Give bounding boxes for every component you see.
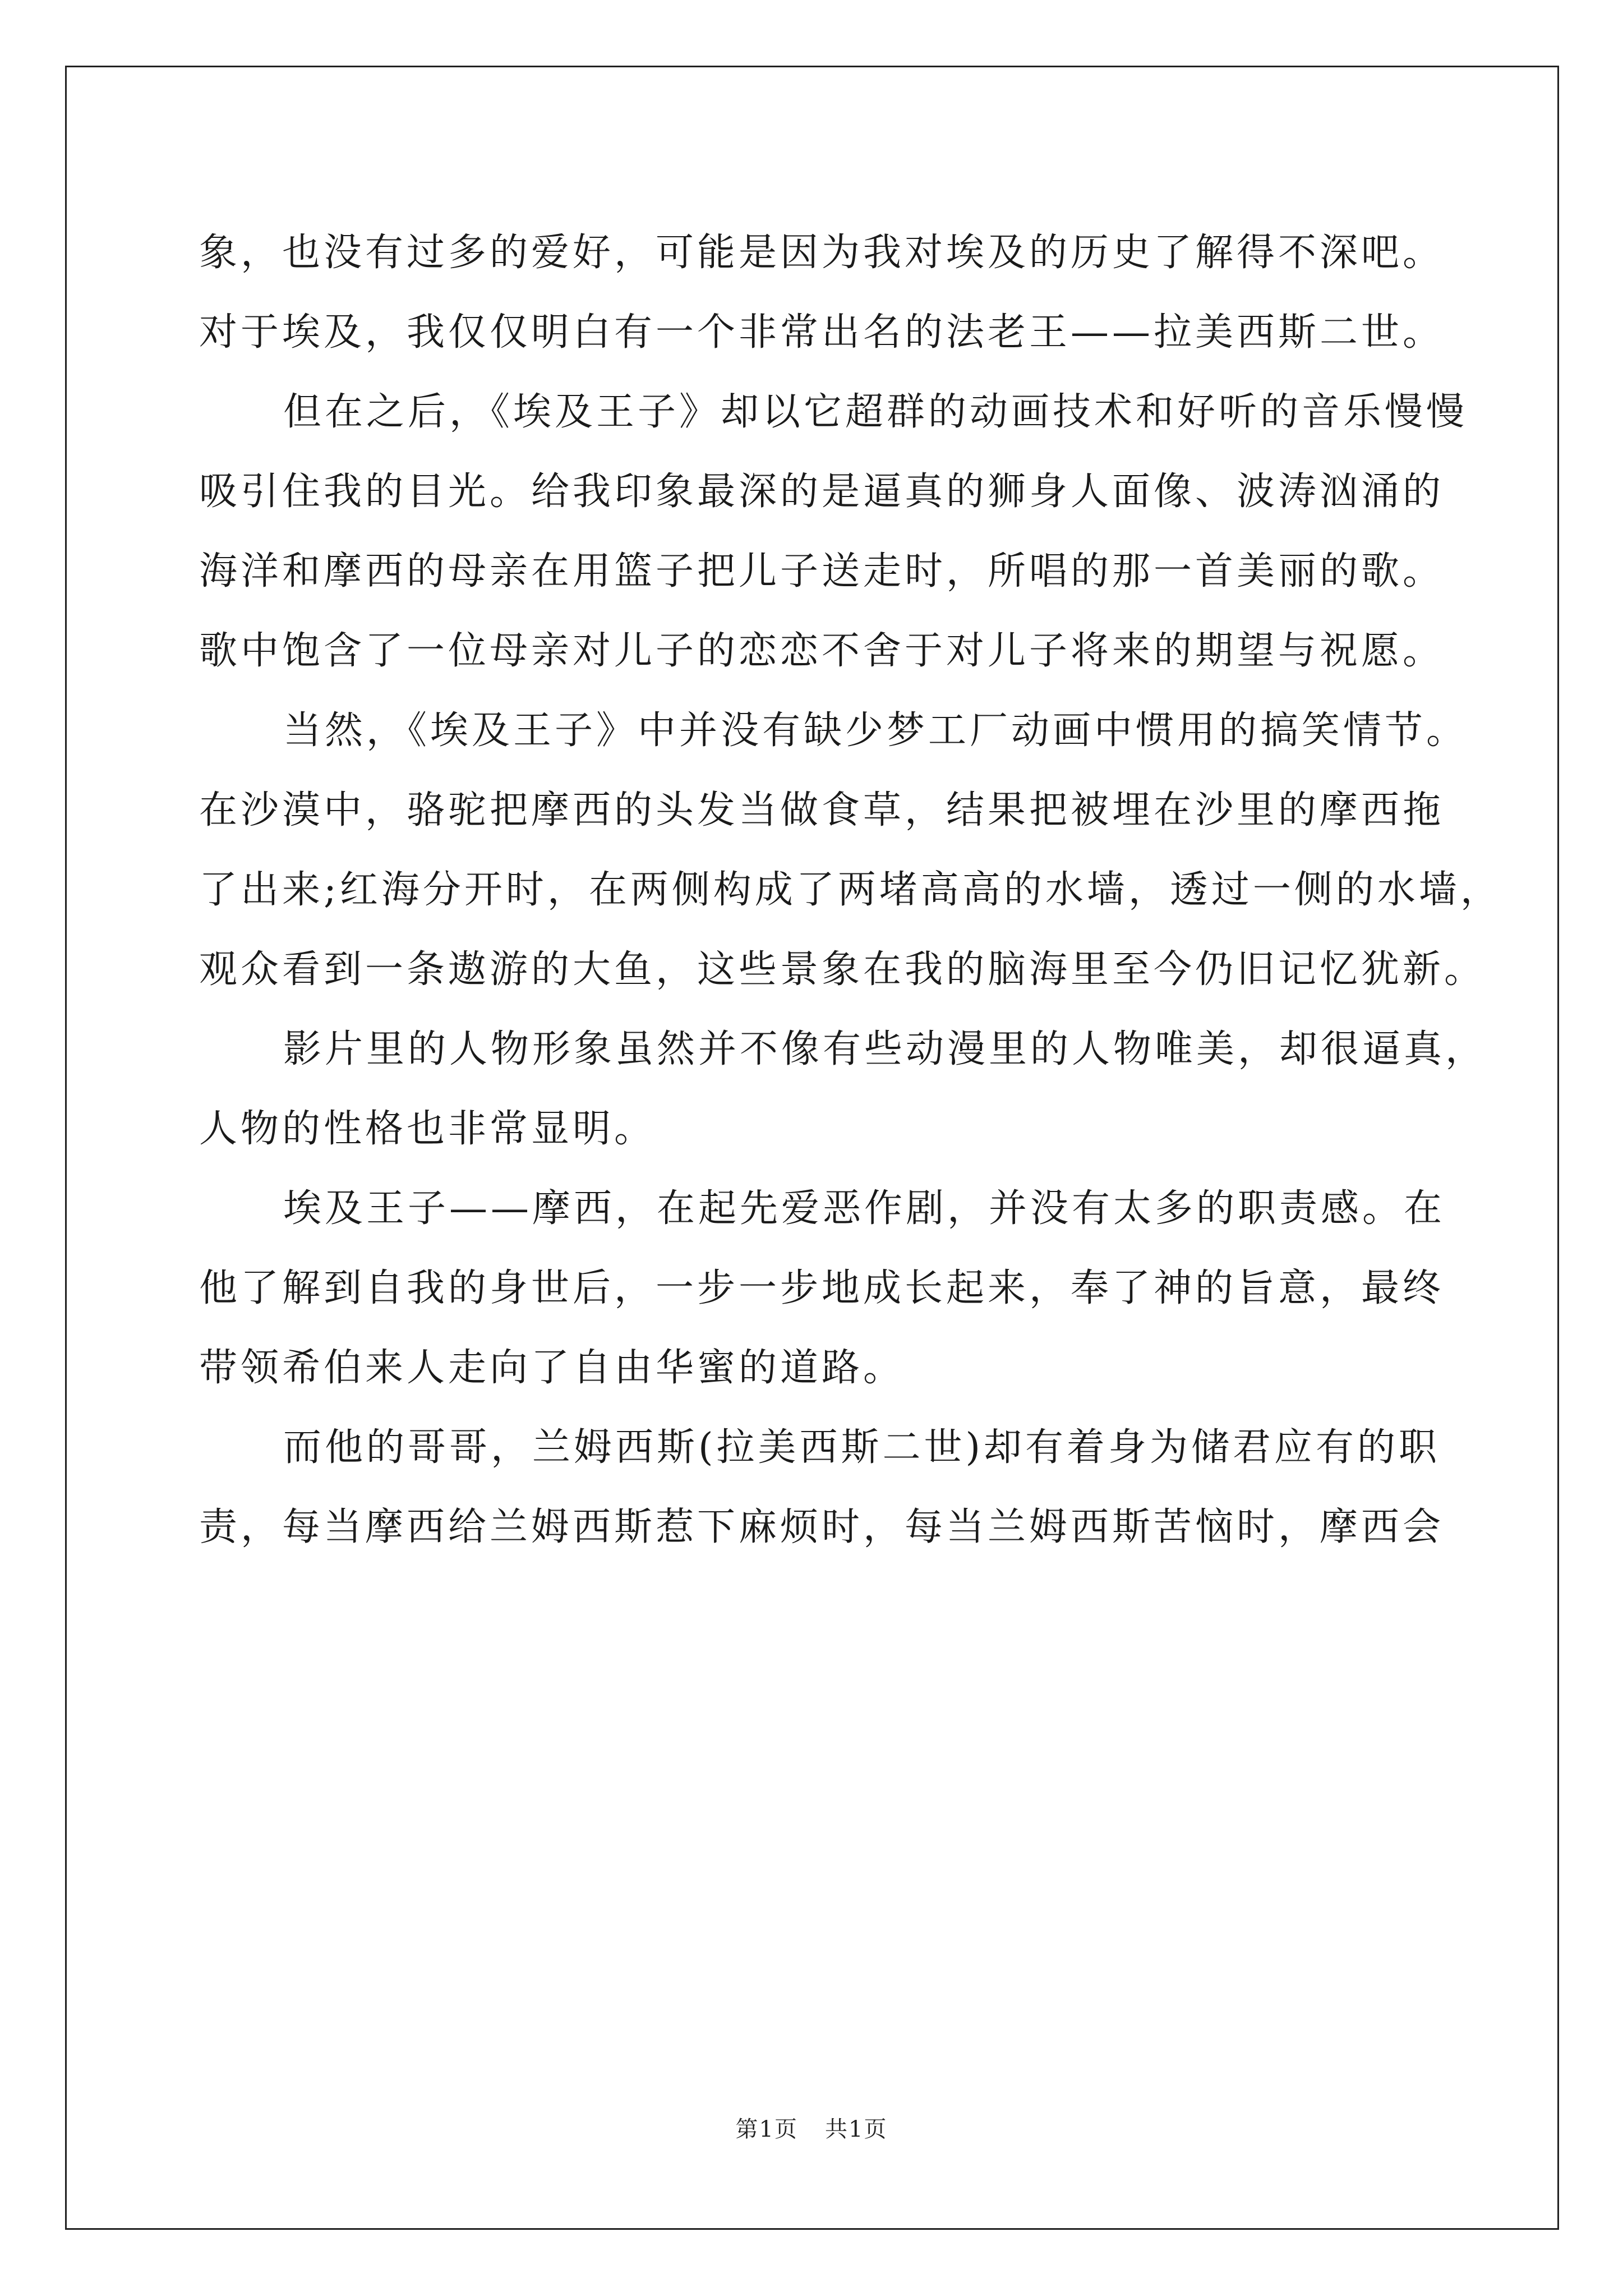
text-line: 在沙漠中，骆驼把摩西的头发当做食草，结果把被埋在沙里的摩西拖 — [199, 788, 1445, 832]
paragraph-first-line: 当然，《埃及王子》中并没有缺少梦工厂动画中惯用的搞笑情节。 — [283, 708, 1468, 753]
text-line: 带领希伯来人走向了自由华蜜的道路。 — [199, 1346, 905, 1390]
page-footer — [0, 2114, 1623, 2145]
text-line: 了出来;红海分开时，在两侧构成了两堵高高的水墙，透过一侧的水墙， — [199, 868, 1502, 912]
document-body — [199, 213, 1502, 1567]
page-total: 共1页 — [825, 2116, 888, 2142]
text-line: 观众看到一条遨游的大鱼，这些景象在我的脑海里至今仍旧记忆犹新。 — [199, 947, 1486, 992]
text-line: 吸引住我的目光。给我印象最深的是逼真的狮身人面像、波涛汹涌的 — [199, 470, 1445, 514]
paragraph-first-line: 而他的哥哥，兰姆西斯(拉美西斯二世)却有着身为储君应有的职 — [283, 1425, 1441, 1470]
text-line: 人物的性格也非常显明。 — [199, 1107, 656, 1151]
text-line: 责，每当摩西给兰姆西斯惹下麻烦时，每当兰姆西斯苦恼时，摩西会 — [199, 1505, 1445, 1549]
page-number: 第1页 — [735, 2116, 798, 2142]
text-line: 对于埃及，我仅仅明白有一个非常出名的法老王——拉美西斯二世。 — [199, 310, 1445, 355]
text-line: 象，也没有过多的爱好，可能是因为我对埃及的历史了解得不深吧。 — [199, 231, 1445, 275]
paragraph-first-line: 影片里的人物形象虽然并不像有些动漫里的人物唯美，却很逼真， — [283, 1027, 1487, 1071]
paragraph-first-line: 埃及王子——摩西，在起先爱恶作剧，并没有太多的职责感。在 — [283, 1186, 1446, 1231]
text-line: 海洋和摩西的母亲在用篮子把儿子送走时，所唱的那一首美丽的歌。 — [199, 549, 1445, 593]
text-line: 他了解到自我的身世后，一步一步地成长起来，奉了神的旨意，最终 — [199, 1266, 1445, 1310]
paragraph-first-line: 但在之后，《埃及王子》却以它超群的动画技术和好听的音乐慢慢 — [283, 390, 1468, 434]
text-line: 歌中饱含了一位母亲对儿子的恋恋不舍于对儿子将来的期望与祝愿。 — [199, 629, 1445, 673]
